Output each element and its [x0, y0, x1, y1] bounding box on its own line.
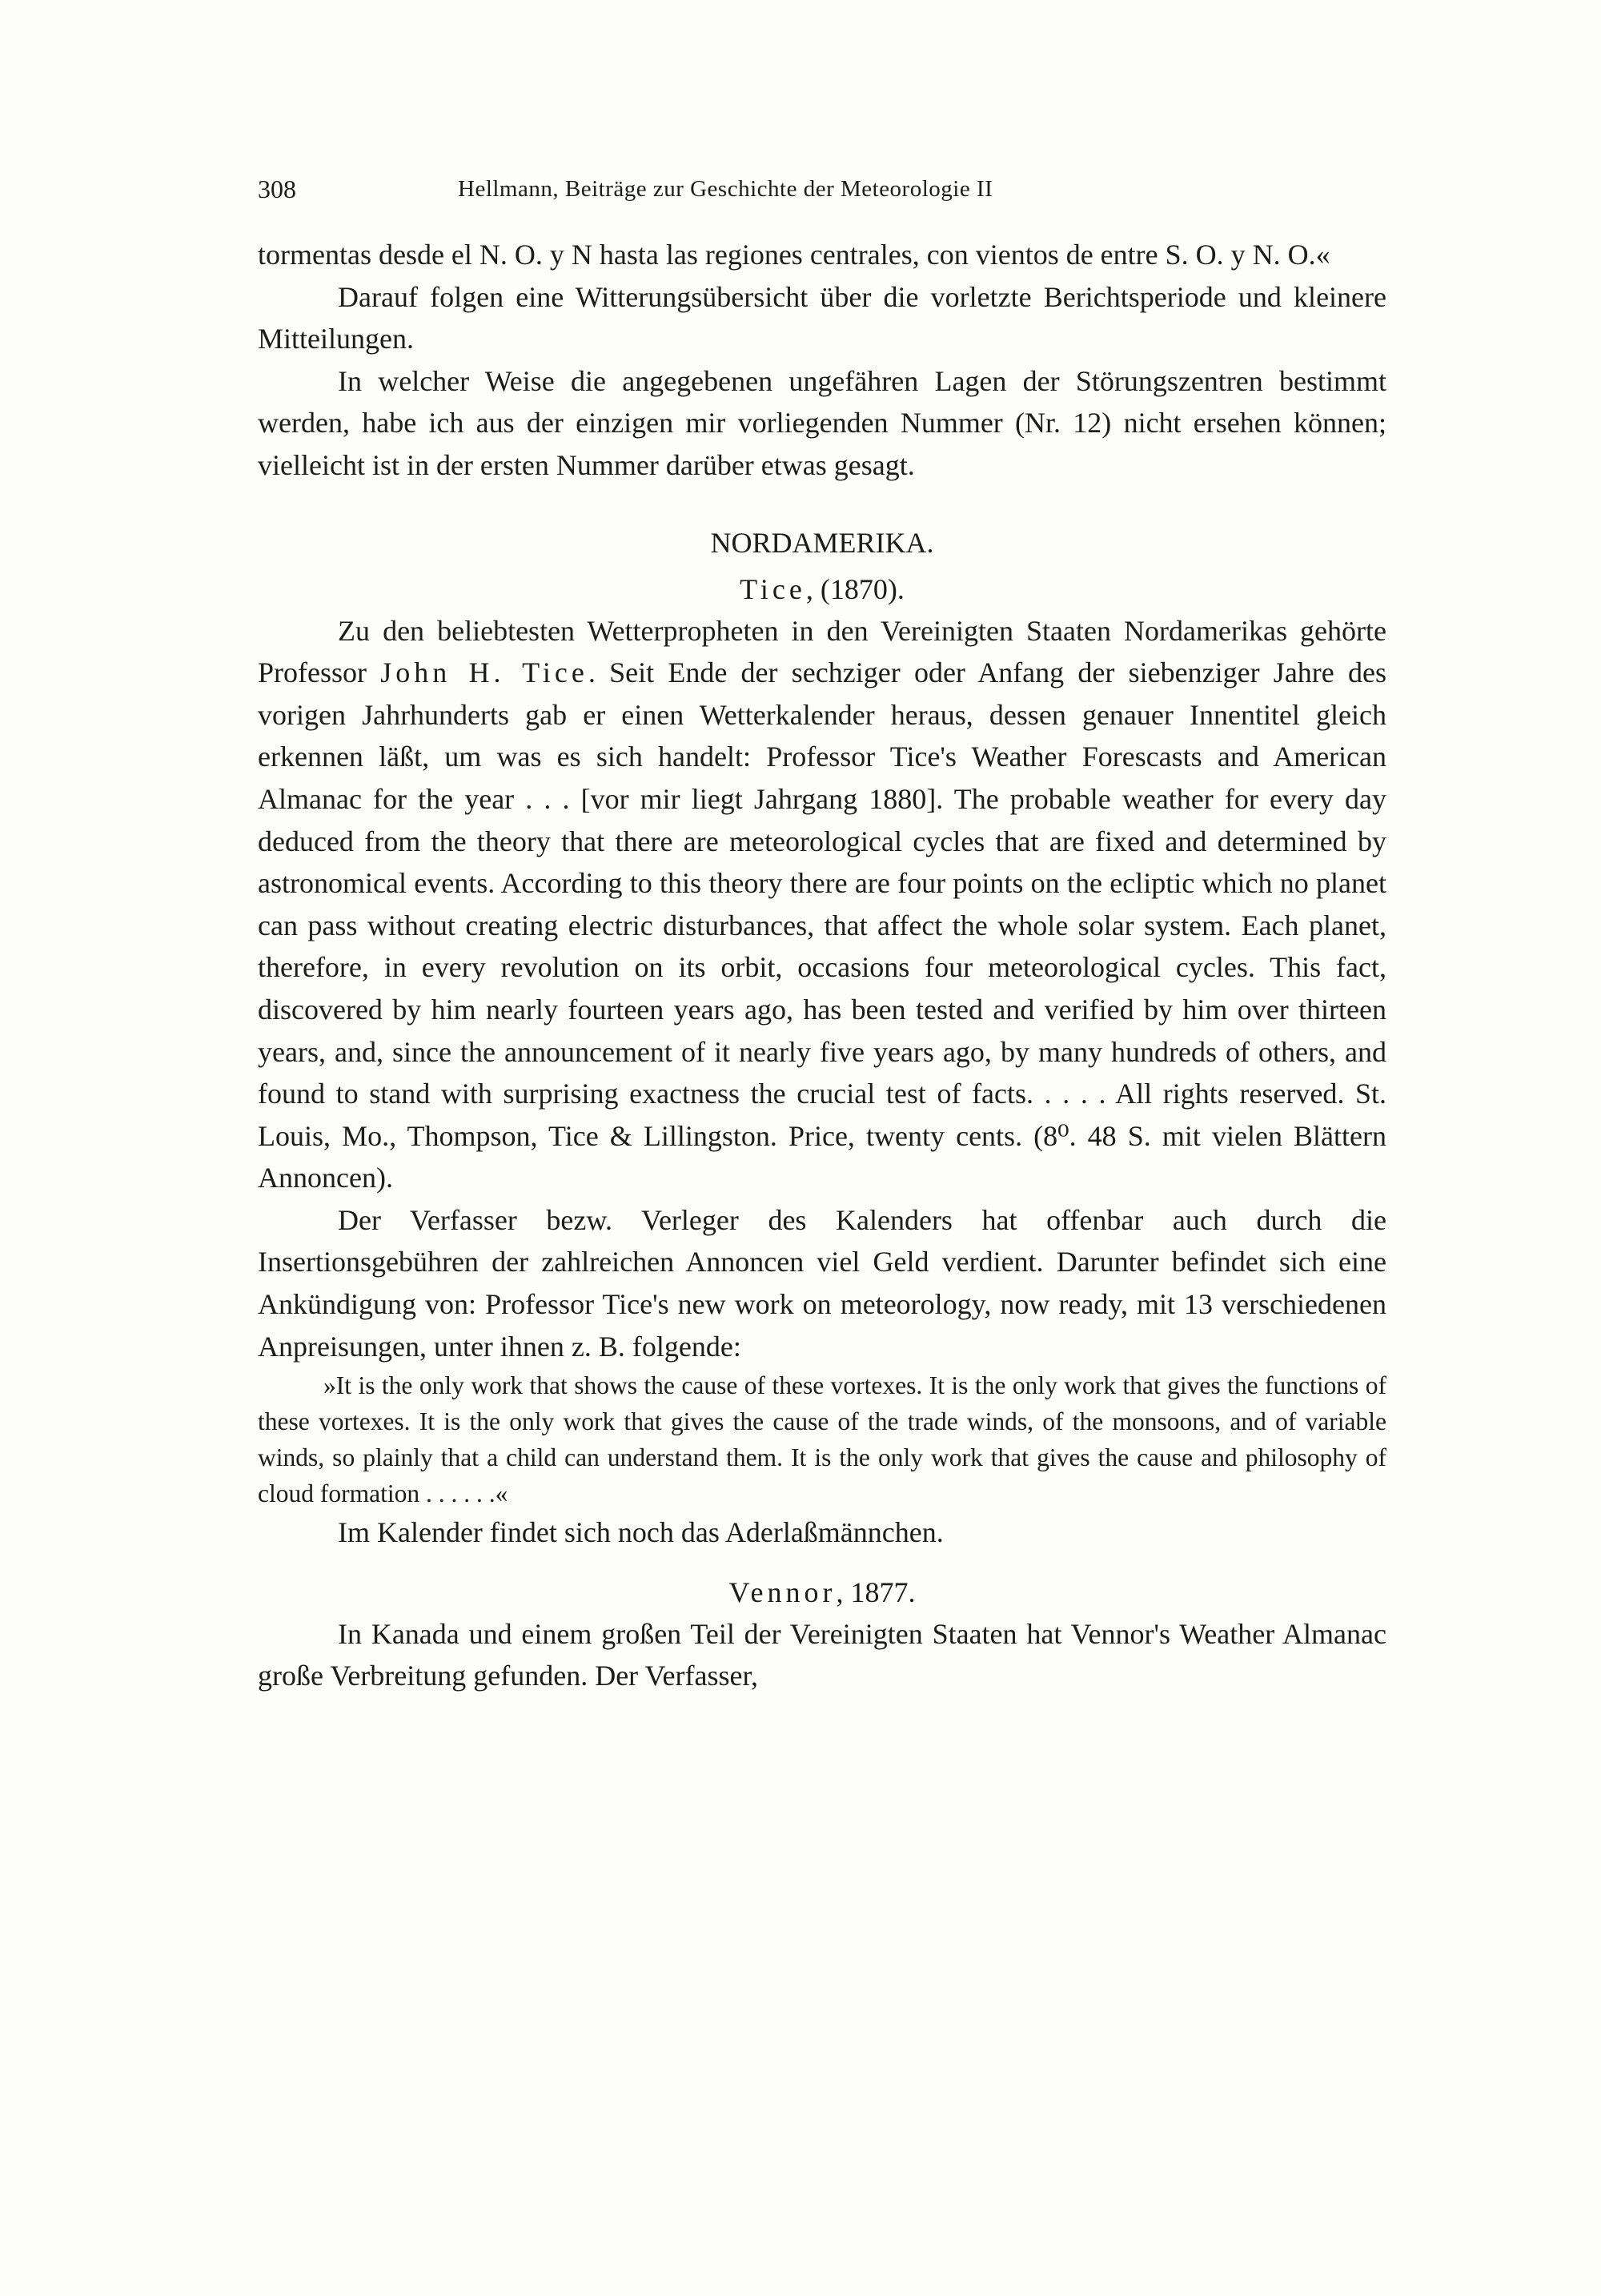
tice-intro-text-b: . Seit Ende der sechziger oder Anfang der siebenziger Jahre des vorigen Jahrhunderts gab er einen Wetterkalender heraus, dessen genauer Innentitel gleich erkennen läßt, um was es sich handelt: Professor Tice's Weather Forescasts and American Almanac for the year . . . [vor mir liegt Jahrgang 1880]. The probable weather for every day deduced from the theory that there are meteorological cycles that are fixed and determined by astronomical events. According to this theory there are four points on the ecliptic which no planet can pass without creating electric disturbances, that affect the whole solar system. Each planet, therefore, in every revolution on its orbit, occasions four meteorological cycles. This fact, discovered by him nearly fourteen years ago, has been tested and verified by him over thirteen years, and, since the announcement of it nearly five years ago, by many hundreds of others, and found to stand with surprising exactness the crucial test of facts. . . . . All rights reserved. St. Louis, Mo., Thompson, Tice & Lillingston. Price, twenty cents. (8⁰. 48 S. mit vielen Blättern Annoncen). [258, 656, 1387, 1194]
page-body [258, 234, 1386, 1697]
paragraph-tice-intro [258, 610, 1386, 1199]
heading-name-vennor: Vennor [728, 1575, 837, 1608]
section-heading-nordamerika: NORDAMERIKA. [710, 526, 934, 559]
tice-author-name: John H. Tice [380, 656, 588, 689]
paragraph-vennor-intro: In Kanada und einem großen Teil der Vereinigten Staaten hat Vennor's Weather Almanac große Verbreitung gefunden. Der Verfasser, [258, 1617, 1386, 1692]
paragraph-stoerungszentren: In welcher Weise die angegebenen ungefähren Lagen der Störungszentren bestimmt werden, habe ich aus der einzigen mir vorliegenden Nummer (Nr. 12) nicht ersehen können; vielleicht ist in der ersten Nummer darüber etwas gesagt. [258, 364, 1386, 481]
paragraph-aderlassmaennchen: Im Kalender findet sich noch das Aderlaßmännchen. [338, 1516, 944, 1549]
subsection-heading-tice [258, 568, 1386, 610]
heading-year-vennor: , 1877. [836, 1575, 916, 1608]
heading-year-tice: , (1870). [805, 572, 905, 605]
running-title: Hellmann, Beiträge zur Geschichte der Meteorologie II [458, 176, 993, 202]
paragraph-tice-annoncen: Der Verfasser bezw. Verleger des Kalenders hat offenbar auch durch die Insertionsgebühren der zahlreichen Annoncen viel Geld verdient. Darunter befindet sich eine Ankündigung von: Professor Tice's new work on meteorology, now ready, mit 13 verschiedenen Anpreisungen, unter ihnen z. B. folgende: [258, 1203, 1386, 1363]
quote-tice-advertisement: »It is the only work that shows the cause of these vortexes. It is the only work that gives the functions of these vortexes. It is the only work that gives the cause of the trade winds, of the monsoons, and of variable winds, so plainly that a child can understand them. It is the only work that gives the cause and philosophy of cloud formation . . . . . .« [258, 1371, 1386, 1508]
page-header [258, 171, 1386, 207]
spacer [258, 487, 1386, 522]
heading-name-tice: Tice [740, 572, 806, 605]
tice-intro-text-a: Zu den beliebtesten Wetterpropheten in den Vereinigten Staaten Nordamerikas gehörte Professor [258, 614, 1386, 689]
page-number: 308 [258, 175, 296, 203]
paragraph-witterungsuebersicht: Darauf folgen eine Witterungsübersicht über die vorletzte Berichtsperiode und kleinere Mitteilungen. [258, 280, 1386, 355]
spacer [258, 1554, 1386, 1571]
paragraph-continuation: tormentas desde el N. O. y N hasta las regiones centrales, con vientos de entre S. O. y N. O.« [258, 239, 1330, 271]
subsection-heading-vennor [258, 1571, 1386, 1613]
